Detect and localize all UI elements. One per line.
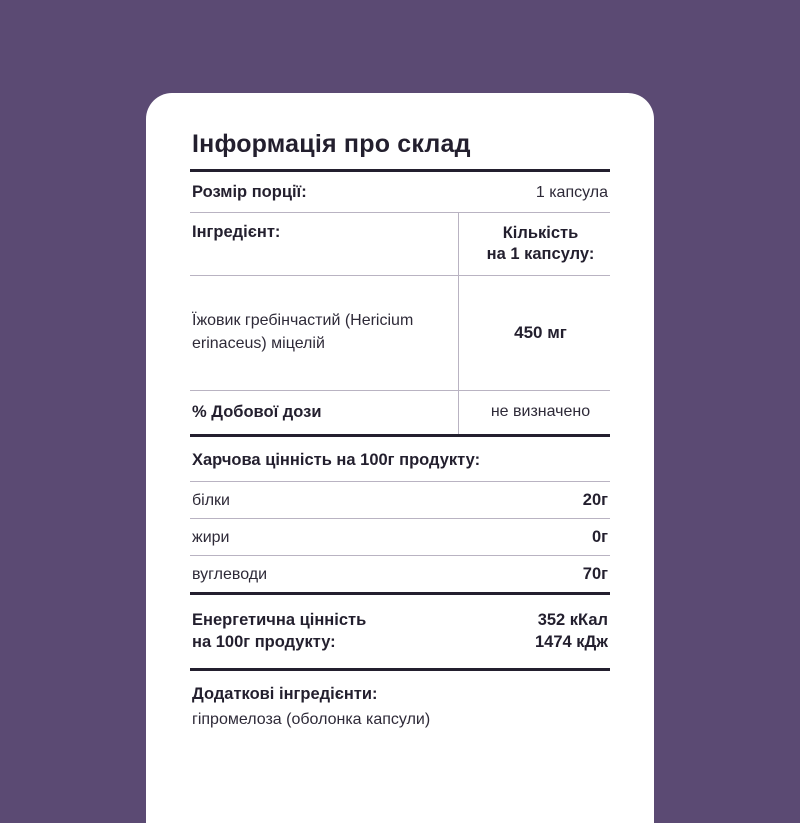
nutrition-name: білки	[192, 491, 230, 509]
ingredient-name: Їжовик гребінчастий (Hericium erinaceus) міцелій	[192, 312, 414, 352]
nutrition-value: 0г	[591, 527, 608, 546]
ingredient-row	[190, 276, 610, 389]
energy-label-line1: Енергетична цінність	[192, 610, 367, 629]
ingredient-header-label: Інгредієнт:	[192, 223, 281, 241]
nutrition-row-carbs	[190, 556, 610, 592]
energy-label-line2: на 100г продукту:	[192, 633, 336, 652]
nutrition-row-protein	[190, 482, 610, 518]
nutrition-name: вуглеводи	[192, 565, 268, 583]
energy-value-kcal: 352 кКал	[537, 610, 608, 629]
nutrition-name: жири	[192, 528, 230, 546]
nutrition-value: 20г	[582, 490, 608, 509]
daily-value-row	[190, 391, 610, 434]
page-title: Інформація про склад	[192, 130, 471, 158]
serving-size-value: 1 капсула	[535, 184, 608, 201]
daily-value-label: % Добової дози	[192, 402, 322, 421]
ingredient-header-cell	[190, 213, 458, 275]
ingredient-name-cell	[190, 276, 458, 389]
serving-size-row	[190, 172, 610, 212]
supplement-facts-card	[146, 93, 654, 823]
table-header-row	[190, 213, 610, 275]
nutrition-heading: Харчова цінність на 100г продукту:	[192, 450, 481, 469]
daily-value-label-cell	[190, 391, 458, 434]
energy-value-kj: 1474 кДж	[534, 633, 608, 652]
ingredient-amount-cell	[458, 276, 610, 389]
ingredient-amount: 450 мг	[514, 322, 567, 342]
amount-header-line2: на 1 капсулу:	[486, 245, 595, 264]
energy-row	[190, 595, 610, 668]
nutrition-value: 70г	[582, 564, 608, 583]
daily-value-value: не визначено	[490, 402, 591, 420]
amount-header-line1: Кількість	[502, 224, 579, 242]
amount-header-cell	[458, 213, 610, 275]
serving-size-label: Розмір порції:	[192, 183, 307, 201]
additional-ingredients-title: Додаткові інгредієнти:	[192, 684, 378, 703]
additional-ingredients-block	[190, 671, 610, 731]
nutrition-row-fat	[190, 519, 610, 555]
energy-values	[535, 609, 608, 654]
additional-ingredients-text: гіпромелоза (оболонка капсули)	[192, 710, 431, 728]
daily-value-value-cell	[458, 391, 610, 434]
energy-label	[192, 609, 366, 654]
